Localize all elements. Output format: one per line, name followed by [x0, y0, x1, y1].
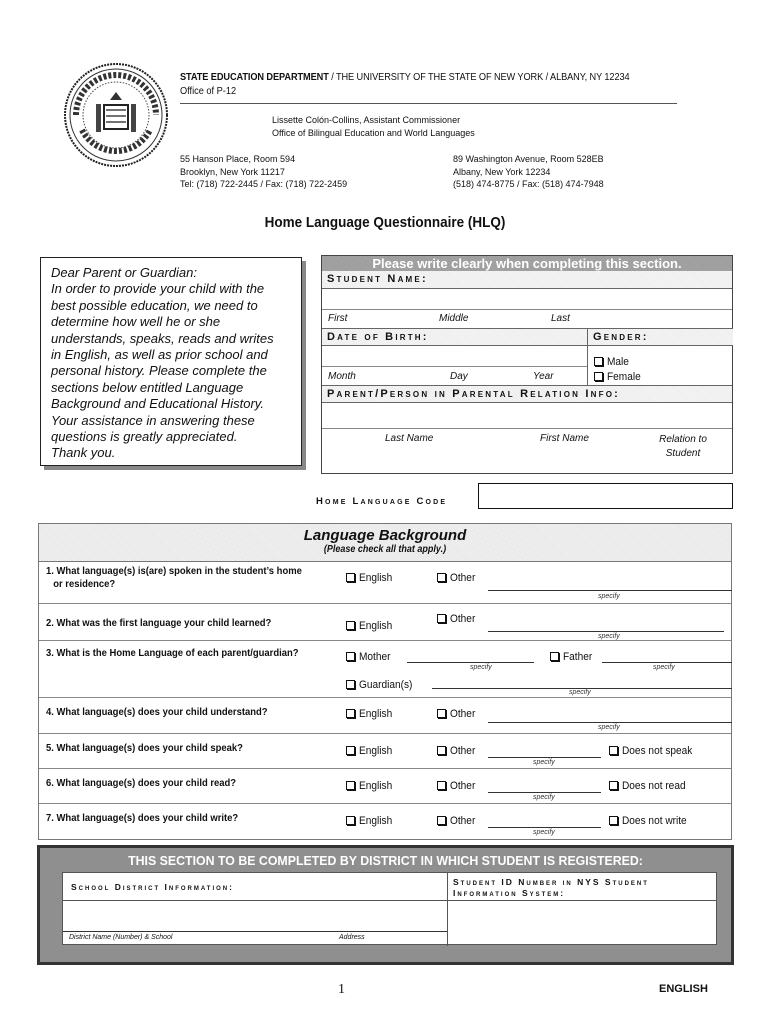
district-banner: THIS SECTION TO BE COMPLETED BY DISTRICT IN WHICH STUDENT IS REGISTERED:	[128, 853, 643, 868]
checkbox-icon[interactable]	[437, 816, 446, 825]
q3-mother-option[interactable]	[346, 647, 393, 665]
checkbox-icon[interactable]	[550, 652, 559, 661]
question-3	[39, 641, 731, 698]
parent-last-name-caption: Last Name	[385, 433, 434, 444]
option-label: English	[359, 572, 393, 584]
home-language-code-label: Home Language Code	[316, 496, 448, 507]
option-label: Father	[563, 651, 593, 663]
checkbox-icon[interactable]	[609, 816, 618, 825]
q7-english-option[interactable]	[346, 811, 395, 829]
q6-other-option[interactable]	[437, 776, 478, 794]
option-label: Other	[450, 613, 476, 625]
student-id-field[interactable]	[448, 901, 716, 945]
specify-caption: specify	[598, 633, 620, 640]
address-line: Brooklyn, New York 11217	[180, 166, 285, 177]
option-label: Other	[450, 572, 476, 584]
commissioner-name: Lissette Colón-Collins, Assistant Commissioner	[272, 115, 461, 125]
district-name-field[interactable]	[63, 901, 447, 932]
option-label: Does not speak	[622, 745, 693, 757]
commissioner-block	[272, 114, 475, 140]
student-id-label: Student ID Number in NYS Student Information System:	[448, 873, 716, 901]
q7-specify-line[interactable]	[488, 827, 601, 828]
question-text: 2. What was the first language your child learned?	[46, 617, 272, 629]
q3-father-option[interactable]	[550, 647, 595, 665]
address-line: 89 Washington Avenue, Room 528EB	[453, 154, 604, 164]
address-line: (518) 474-8775 / Fax: (518) 474-7948	[453, 179, 604, 189]
checkbox-icon[interactable]	[609, 781, 618, 790]
first-name-caption: First	[328, 313, 348, 324]
address-line: Tel: (718) 722-2445 / Fax: (718) 722-2459	[180, 179, 348, 189]
q6-does-not-read-option[interactable]	[609, 776, 691, 794]
parent-first-name-caption: First Name	[540, 433, 589, 444]
option-label: Other	[450, 815, 476, 827]
address-caption: Address	[339, 934, 365, 941]
letter-line: Your assistance in answering these	[51, 412, 255, 428]
option-label: Mother	[359, 651, 391, 663]
question-5	[39, 734, 731, 769]
gender-label: Gender:	[588, 328, 733, 346]
checkbox-icon[interactable]	[346, 573, 355, 582]
address-line: Albany, New York 12234	[453, 166, 551, 177]
specify-caption: specify	[533, 794, 555, 801]
specify-caption: specify	[598, 593, 620, 600]
page-number: 1	[338, 982, 345, 997]
q2-other-option[interactable]	[437, 609, 478, 627]
office-name: Office of P-12	[180, 86, 237, 97]
middle-name-caption: Middle	[439, 313, 469, 324]
name-parts-row	[322, 310, 732, 328]
state-seal-icon	[62, 60, 170, 170]
language-background-subtitle: (Please check all that apply.)	[323, 544, 447, 555]
question-text: 1. What language(s) is(are) spoken in the student’s home or residence?	[46, 565, 302, 590]
student-name-label: Student Name:	[322, 271, 732, 289]
q7-does-not-write-option[interactable]	[609, 811, 692, 829]
question-4	[39, 698, 731, 734]
gender-female-option[interactable]	[594, 367, 644, 385]
option-label: English	[359, 620, 393, 632]
q6-specify-line[interactable]	[488, 792, 601, 793]
option-label: Female	[607, 371, 641, 383]
question-6	[39, 769, 731, 804]
checkbox-icon[interactable]	[346, 621, 355, 630]
option-label: Other	[450, 780, 476, 792]
specify-caption: specify	[653, 664, 675, 671]
question-text: 7. What language(s) does your child write?	[46, 812, 239, 824]
q5-specify-line[interactable]	[488, 757, 601, 758]
option-label: English	[359, 815, 393, 827]
option-label: Does not read	[622, 780, 686, 792]
q1-specify-line[interactable]	[488, 590, 732, 591]
q5-does-not-speak-option[interactable]	[609, 741, 698, 759]
form-language-label: ENGLISH	[659, 983, 708, 995]
letter-line: sections below entitled Language	[51, 379, 244, 395]
letter-line: Thank you.	[51, 445, 116, 461]
q7-other-option[interactable]	[437, 811, 478, 829]
year-caption: Year	[533, 371, 554, 382]
dob-gender-row	[322, 328, 732, 385]
option-label: English	[359, 780, 393, 792]
q4-other-option[interactable]	[437, 704, 478, 722]
document-title: Home Language Questionnaire (HLQ)	[264, 214, 506, 231]
student-name-field[interactable]	[322, 289, 732, 310]
letter-line: personal history. Please complete the	[51, 363, 267, 379]
letter-line: Background and Educational History.	[51, 396, 264, 412]
question-1	[39, 562, 731, 604]
home-language-code-input[interactable]	[478, 483, 733, 509]
last-name-caption: Last	[551, 313, 570, 324]
language-background-header	[39, 524, 731, 562]
header-divider	[180, 103, 677, 104]
relation-caption: Relation to Student	[659, 434, 707, 459]
letter-line: questions is greatly appreciated.	[51, 429, 238, 445]
letter-line: best possible education, we need to	[51, 297, 258, 313]
q3-mother-specify-line[interactable]	[407, 662, 534, 663]
option-label: Does not write	[622, 815, 687, 827]
q1-english-option[interactable]	[346, 568, 395, 586]
specify-caption: specify	[569, 689, 591, 696]
address-line: 55 Hanson Place, Room 594	[180, 154, 296, 164]
checkbox-icon[interactable]	[437, 573, 446, 582]
checkbox-icon[interactable]	[346, 781, 355, 790]
district-section	[37, 845, 734, 965]
write-clearly-banner: Please write clearly when completing this section.	[322, 256, 732, 271]
letter-line: in English, as well as prior school and	[51, 347, 268, 363]
question-2	[39, 604, 731, 641]
language-background-section	[38, 523, 732, 840]
question-7	[39, 804, 731, 839]
q1-other-option[interactable]	[437, 568, 478, 586]
albany-address	[453, 153, 604, 191]
district-info-table	[62, 872, 717, 945]
parent-parts-row	[322, 429, 732, 462]
parent-info-label: Parent/Person in Parental Relation Info:	[322, 385, 732, 403]
option-label: Other	[450, 708, 476, 720]
dob-label: Date of Birth:	[322, 328, 587, 346]
option-label: English	[359, 708, 393, 720]
option-label: Male	[607, 356, 629, 368]
commissioner-office: Office of Bilingual Education and World Languages	[272, 128, 475, 138]
day-caption: Day	[450, 371, 468, 382]
parent-info-field[interactable]	[322, 403, 732, 429]
letter-line: understands, speaks, reads and writes	[51, 330, 274, 346]
checkbox-icon[interactable]	[346, 680, 355, 689]
district-name-caption: District Name (Number) & School	[69, 934, 173, 941]
question-text: 5. What language(s) does your child speak?	[46, 742, 243, 754]
checkbox-icon[interactable]	[594, 372, 603, 381]
school-district-label: School District Information:	[63, 873, 447, 901]
q4-specify-line[interactable]	[488, 722, 732, 723]
q5-other-option[interactable]	[437, 741, 478, 759]
checkbox-icon[interactable]	[437, 781, 446, 790]
checkbox-icon[interactable]	[437, 709, 446, 718]
q3-father-specify-line[interactable]	[602, 662, 732, 663]
specify-caption: specify	[533, 829, 555, 836]
q3-guardian-option[interactable]	[346, 675, 417, 693]
specify-caption: specify	[598, 724, 620, 731]
option-label: English	[359, 745, 393, 757]
department-heading: STATE EDUCATION DEPARTMENT / THE UNIVERSITY OF THE STATE OF NEW YORK / ALBANY, NY 12234	[180, 72, 630, 83]
specify-caption: specify	[533, 759, 555, 766]
checkbox-icon[interactable]	[609, 746, 618, 755]
question-text: 4. What language(s) does your child understand?	[46, 706, 268, 718]
q2-english-option[interactable]	[346, 616, 395, 634]
parent-letter	[40, 257, 302, 466]
specify-caption: specify	[470, 664, 492, 671]
checkbox-icon[interactable]	[346, 652, 355, 661]
checkbox-icon[interactable]	[346, 746, 355, 755]
letter-line: In order to provide your child with the	[51, 281, 265, 297]
letter-line: determine how well he or she	[51, 314, 221, 330]
question-text: 3. What is the Home Language of each parent/guardian?	[46, 647, 299, 659]
checkbox-icon[interactable]	[346, 709, 355, 718]
checkbox-icon[interactable]	[594, 357, 603, 366]
q2-specify-line[interactable]	[488, 631, 724, 632]
month-caption: Month	[328, 371, 356, 382]
q6-english-option[interactable]	[346, 776, 395, 794]
letter-line: Dear Parent or Guardian:	[51, 265, 197, 280]
checkbox-icon[interactable]	[437, 746, 446, 755]
option-label: Other	[450, 745, 476, 757]
checkbox-icon[interactable]	[437, 614, 446, 623]
student-info-section	[321, 255, 733, 474]
checkbox-icon[interactable]	[346, 816, 355, 825]
q4-english-option[interactable]	[346, 704, 395, 722]
dob-field[interactable]	[322, 346, 587, 367]
question-text: 6. What language(s) does your child read?	[46, 777, 237, 789]
language-background-title: Language Background	[303, 527, 467, 544]
option-label: Guardian(s)	[359, 679, 413, 691]
brooklyn-address	[180, 153, 347, 191]
q5-english-option[interactable]	[346, 741, 395, 759]
